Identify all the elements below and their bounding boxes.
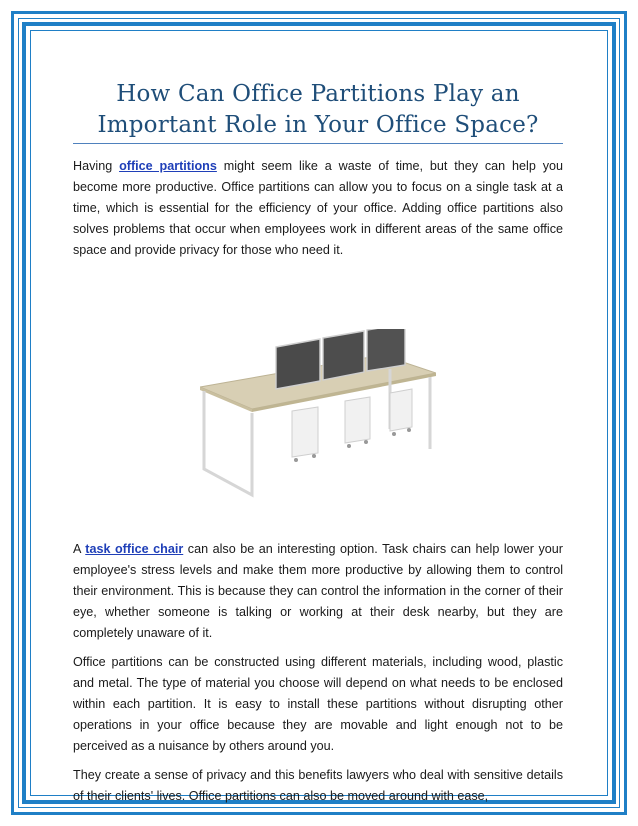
paragraph-1 bbox=[73, 156, 563, 261]
caster bbox=[294, 458, 298, 462]
document-body bbox=[73, 79, 563, 807]
office-workstation-image bbox=[200, 329, 436, 501]
panel-1 bbox=[276, 339, 320, 389]
caster bbox=[407, 428, 411, 432]
paragraph-2-rest: can also be an interesting option. Task chairs can help lower your employee's stress levels and make them more productive by allowing them to control their environment. This is because they can control the information in the corner of their eye, whether someone is talking or working at their desk nearby, but they are completely unaware of it. bbox=[73, 542, 563, 640]
caster bbox=[364, 440, 368, 444]
panel-3 bbox=[367, 329, 405, 371]
pedestal-3 bbox=[390, 389, 412, 431]
task-office-chair-link[interactable]: task office chair bbox=[85, 542, 184, 556]
caster bbox=[347, 444, 351, 448]
paragraph-2-lead: A bbox=[73, 542, 86, 556]
pedestal-2 bbox=[345, 397, 370, 443]
title-underline bbox=[73, 143, 563, 144]
pedestal-1 bbox=[292, 407, 318, 457]
paragraph-3: Office partitions can be constructed using different materials, including wood, plastic and metal. The type of material you choose will depend on what needs to be enclosed within each partition. It is easy to install these partitions without disrupting other operations in your office because they are movable and light enough not to be perceived as a nuisance by others around you. bbox=[73, 655, 563, 753]
paragraph-4: They create a sense of privacy and this benefits lawyers who deal with sensitive details of their clients' lives. Office partitions can also be moved around with ease, bbox=[73, 768, 563, 803]
caster bbox=[392, 432, 396, 436]
caster bbox=[312, 454, 316, 458]
paragraph-1-lead: Having bbox=[73, 159, 120, 173]
title-line-1: How Can Office Partitions Play an bbox=[116, 81, 520, 107]
title-line-2: Important Role in Your Office Space? bbox=[97, 112, 539, 138]
paragraph-2 bbox=[73, 539, 563, 644]
paragraph-1-rest: might seem like a waste of time, but they can help you become more productive. Office partitions can allow you to focus on a single task at a time, which is essential for the efficiency of your office. Adding office partitions also solves problems that occur when employees work in different areas of the same office space and provide privacy for those who need it. bbox=[73, 159, 563, 257]
office-partitions-link[interactable]: office partitions bbox=[119, 159, 217, 173]
panel-2 bbox=[323, 331, 364, 380]
page-title bbox=[73, 79, 563, 141]
